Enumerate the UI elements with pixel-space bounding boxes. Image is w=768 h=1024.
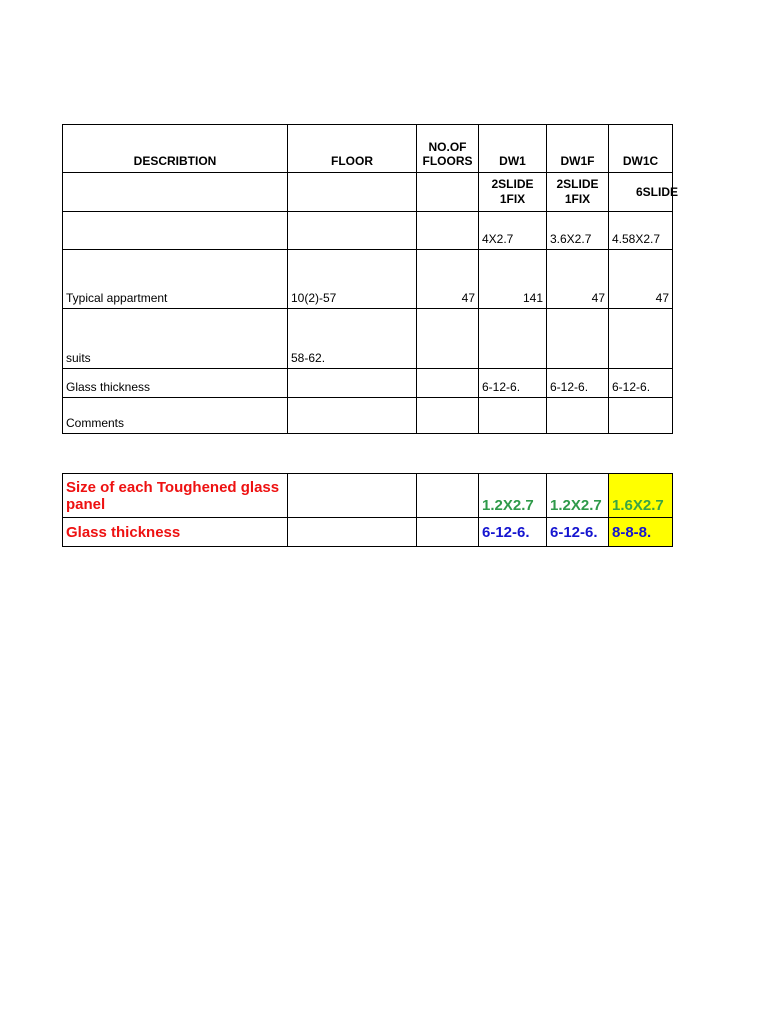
header-row [63, 125, 673, 173]
header-description: DESCRIBTION [63, 125, 288, 173]
type-dw1-line1: 2SLIDE [491, 177, 534, 191]
typical-floor: 10(2)-57 [288, 250, 417, 309]
summary-glass-dw1: 6-12-6. [479, 518, 547, 547]
comments-no-of-floors [417, 398, 479, 434]
panel-size-label: Size of each Toughened glass panel [63, 474, 288, 518]
size-dw1c: 4.58X2.7 [609, 212, 673, 250]
panel-size-dw1c: 1.6X2.7 [609, 474, 673, 518]
typical-dw1f: 47 [547, 250, 609, 309]
type-dw1c: 6SLIDE [609, 173, 673, 212]
suits-dw1 [479, 309, 547, 369]
size-dw1f: 3.6X2.7 [547, 212, 609, 250]
glass-row [63, 369, 673, 398]
summary-glass-no-of-floors [417, 518, 479, 547]
comments-description: Comments [63, 398, 288, 434]
suits-floor: 58-62. [288, 309, 417, 369]
header-dw1f: DW1F [547, 125, 609, 173]
suits-no-of-floors [417, 309, 479, 369]
glass-description: Glass thickness [63, 369, 288, 398]
door-window-schedule-table [62, 124, 679, 434]
panel-size-row [63, 474, 673, 518]
glass-dw1f: 6-12-6. [547, 369, 609, 398]
summary-glass-label: Glass thickness [63, 518, 288, 547]
summary-glass-floor [288, 518, 417, 547]
size-row [63, 212, 673, 250]
typical-description: Typical appartment [63, 250, 288, 309]
glass-no-of-floors [417, 369, 479, 398]
panel-size-dw1f: 1.2X2.7 [547, 474, 609, 518]
header-dw1c: DW1C [609, 125, 673, 173]
typical-no-of-floors: 47 [417, 250, 479, 309]
size-dw1: 4X2.7 [479, 212, 547, 250]
typical-dw1: 141 [479, 250, 547, 309]
type-dw1f-line1: 2SLIDE [556, 177, 599, 191]
panel-size-no-of-floors [417, 474, 479, 518]
type-floor [288, 173, 417, 212]
comments-floor [288, 398, 417, 434]
header-floor: FLOOR [288, 125, 417, 173]
size-floor [288, 212, 417, 250]
type-dw1f-line2: 1FIX [564, 192, 591, 206]
type-row [63, 173, 673, 212]
panel-size-floor [288, 474, 417, 518]
header-no-of-floors-line1: NO.OF [428, 140, 467, 154]
header-no-of-floors-line2: FLOORS [422, 154, 473, 168]
comments-dw1c [609, 398, 673, 434]
size-no-of-floors [417, 212, 479, 250]
header-dw1: DW1 [479, 125, 547, 173]
comments-dw1f [547, 398, 609, 434]
type-dw1-line2: 1FIX [499, 192, 526, 206]
comments-dw1 [479, 398, 547, 434]
type-no-of-floors [417, 173, 479, 212]
glass-dw1c: 6-12-6. [609, 369, 673, 398]
suits-dw1c [609, 309, 673, 369]
type-dw1 [479, 173, 547, 212]
suits-row [63, 309, 673, 369]
type-description [63, 173, 288, 212]
glass-dw1: 6-12-6. [479, 369, 547, 398]
header-no-of-floors [417, 125, 479, 173]
typical-dw1c: 47 [609, 250, 673, 309]
glass-floor [288, 369, 417, 398]
summary-glass-dw1f: 6-12-6. [547, 518, 609, 547]
size-description [63, 212, 288, 250]
comments-row [63, 398, 673, 434]
summary-glass-row [63, 518, 673, 547]
suits-dw1f [547, 309, 609, 369]
toughened-glass-summary-table [62, 473, 673, 547]
type-dw1f [547, 173, 609, 212]
suits-description: suits [63, 309, 288, 369]
panel-size-dw1: 1.2X2.7 [479, 474, 547, 518]
typical-row [63, 250, 673, 309]
summary-glass-dw1c: 8-8-8. [609, 518, 673, 547]
